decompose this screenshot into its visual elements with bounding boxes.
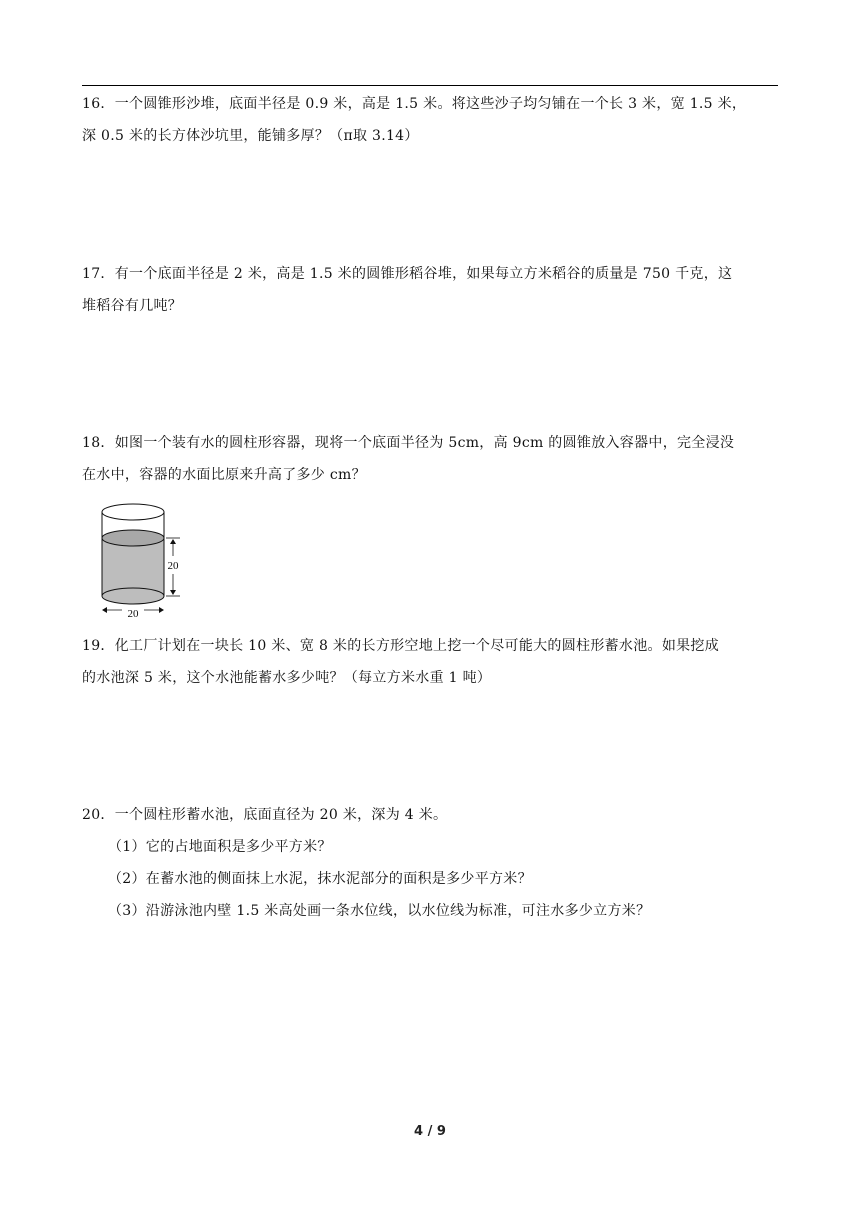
diameter-label: 20 <box>127 608 139 620</box>
question-20-sub-1: （1）它的占地面积是多少平方米？ <box>108 839 332 855</box>
question-19-line-2: 的水池深 5 米，这个水池能蓄水多少吨？（每立方米水重 1 吨） <box>82 670 492 686</box>
question-17 <box>82 258 782 322</box>
water-surface <box>102 530 164 546</box>
question-18-line-1: 18．如图一个装有水的圆柱形容器，现将一个底面半径为 5cm，高 9cm 的圆锥放入容器中，完全浸没 <box>82 435 735 451</box>
header-rule <box>82 85 778 86</box>
question-20 <box>82 799 782 927</box>
height-label: 20 <box>167 560 179 572</box>
diameter-arrow-right <box>159 607 164 613</box>
question-16-line-1: 16．一个圆锥形沙堆，底面半径是 0.9 米，高是 1.5 米。将这些沙子均匀铺在一个长 3 米，宽 1.5 米， <box>82 96 747 112</box>
water-fill <box>102 538 164 604</box>
diameter-arrow-left <box>102 607 107 613</box>
question-19-line-1: 19．化工厂计划在一块长 10 米、宽 8 米的长方形空地上挖一个尽可能大的圆柱形蓄水池。如果挖成 <box>82 638 720 654</box>
height-arrow-down <box>170 590 176 595</box>
height-arrow-up <box>170 539 176 544</box>
question-18 <box>82 427 782 491</box>
question-17-line-1: 17．有一个底面半径是 2 米，高是 1.5 米的圆锥形稻谷堆，如果每立方米稻谷的质量是 750 千克，这 <box>82 266 733 282</box>
cylinder-container-figure <box>92 500 202 622</box>
question-19 <box>82 630 782 694</box>
question-16-line-2: 深 0.5 米的长方体沙坑里，能铺多厚？（π取 3.14） <box>82 128 419 144</box>
question-20-sub-3: （3）沿游泳池内壁 1.5 米高处画一条水位线，以水位线为标准，可注水多少立方米？ <box>108 903 651 919</box>
question-20-sub-2: （2）在蓄水池的侧面抹上水泥，抹水泥部分的面积是多少平方米？ <box>108 871 532 887</box>
question-20-line-1: 20．一个圆柱形蓄水池，底面直径为 20 米，深为 4 米。 <box>82 807 448 823</box>
cylinder-top-rim <box>102 504 164 520</box>
page-number: 4 / 9 <box>414 1124 446 1139</box>
question-17-line-2: 堆稻谷有几吨？ <box>82 298 183 314</box>
question-18-line-2: 在水中，容器的水面比原来升高了多少 cm？ <box>82 467 366 483</box>
question-16 <box>82 88 782 152</box>
